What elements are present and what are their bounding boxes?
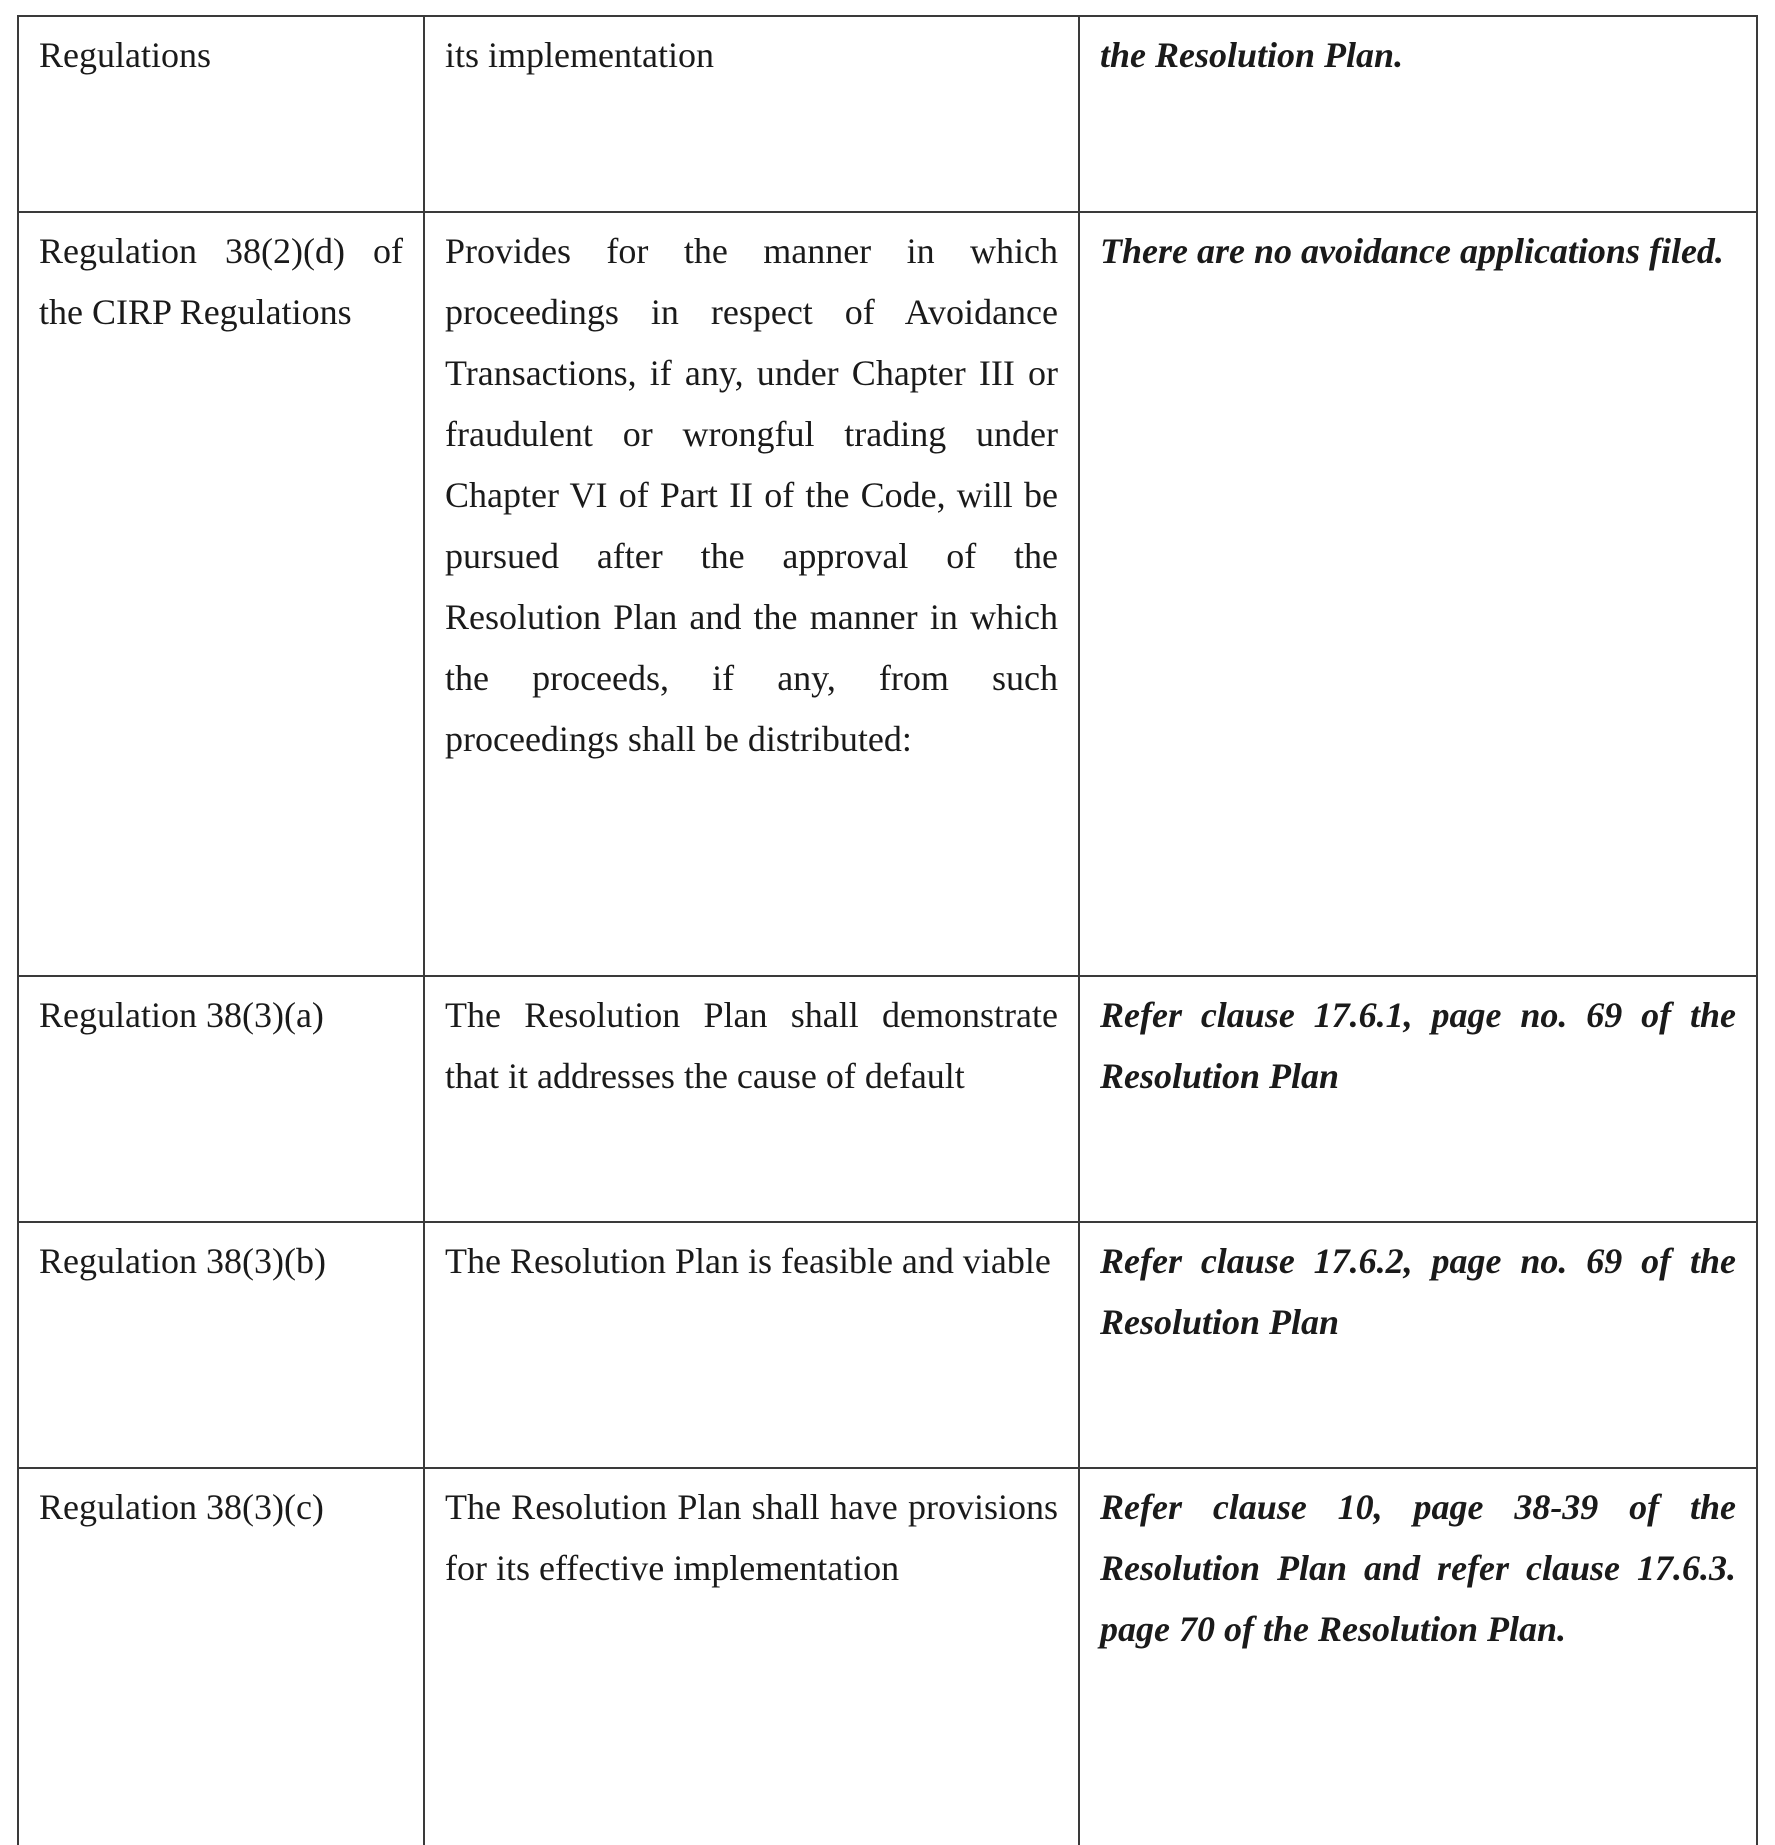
regulation-cell: Regulation 38(2)(d) of the CIRP Regulations (18, 212, 424, 976)
compliance-cell: Refer clause 10, page 38-39 of the Resolution Plan and refer clause 17.6.3. page 70 of the Resolution Plan. (1079, 1468, 1757, 1845)
regulation-cell: Regulation 38(3)(a) (18, 976, 424, 1222)
table-row (18, 212, 1757, 976)
regulation-cell: Regulation 38(3)(c) (18, 1468, 424, 1845)
requirement-cell: The Resolution Plan shall have provisions for its effective implementation (424, 1468, 1079, 1845)
compliance-cell: Refer clause 17.6.1, page no. 69 of the Resolution Plan (1079, 976, 1757, 1222)
table-row (18, 976, 1757, 1222)
regulation-cell: Regulation 38(3)(b) (18, 1222, 424, 1468)
requirement-cell: The Resolution Plan is feasible and viable (424, 1222, 1079, 1468)
compliance-cell: There are no avoidance applications filed. (1079, 212, 1757, 976)
table-row (18, 1468, 1757, 1845)
requirement-cell: The Resolution Plan shall demonstrate that it addresses the cause of default (424, 976, 1079, 1222)
requirement-cell: Provides for the manner in which proceedings in respect of Avoidance Transactions, if any, under Chapter III or fraudulent or wrongful trading under Chapter VI of Part II of the Code, will be pursued after the approval of the Resolution Plan and the manner in which the proceeds, if any, from such proceedings shall be distributed: (424, 212, 1079, 976)
compliance-cell: the Resolution Plan. (1079, 16, 1757, 212)
compliance-cell: Refer clause 17.6.2, page no. 69 of the Resolution Plan (1079, 1222, 1757, 1468)
table-row (18, 16, 1757, 212)
table-row (18, 1222, 1757, 1468)
requirement-cell: its implementation (424, 16, 1079, 212)
regulation-cell: Regulations (18, 16, 424, 212)
compliance-table (17, 15, 1758, 1845)
